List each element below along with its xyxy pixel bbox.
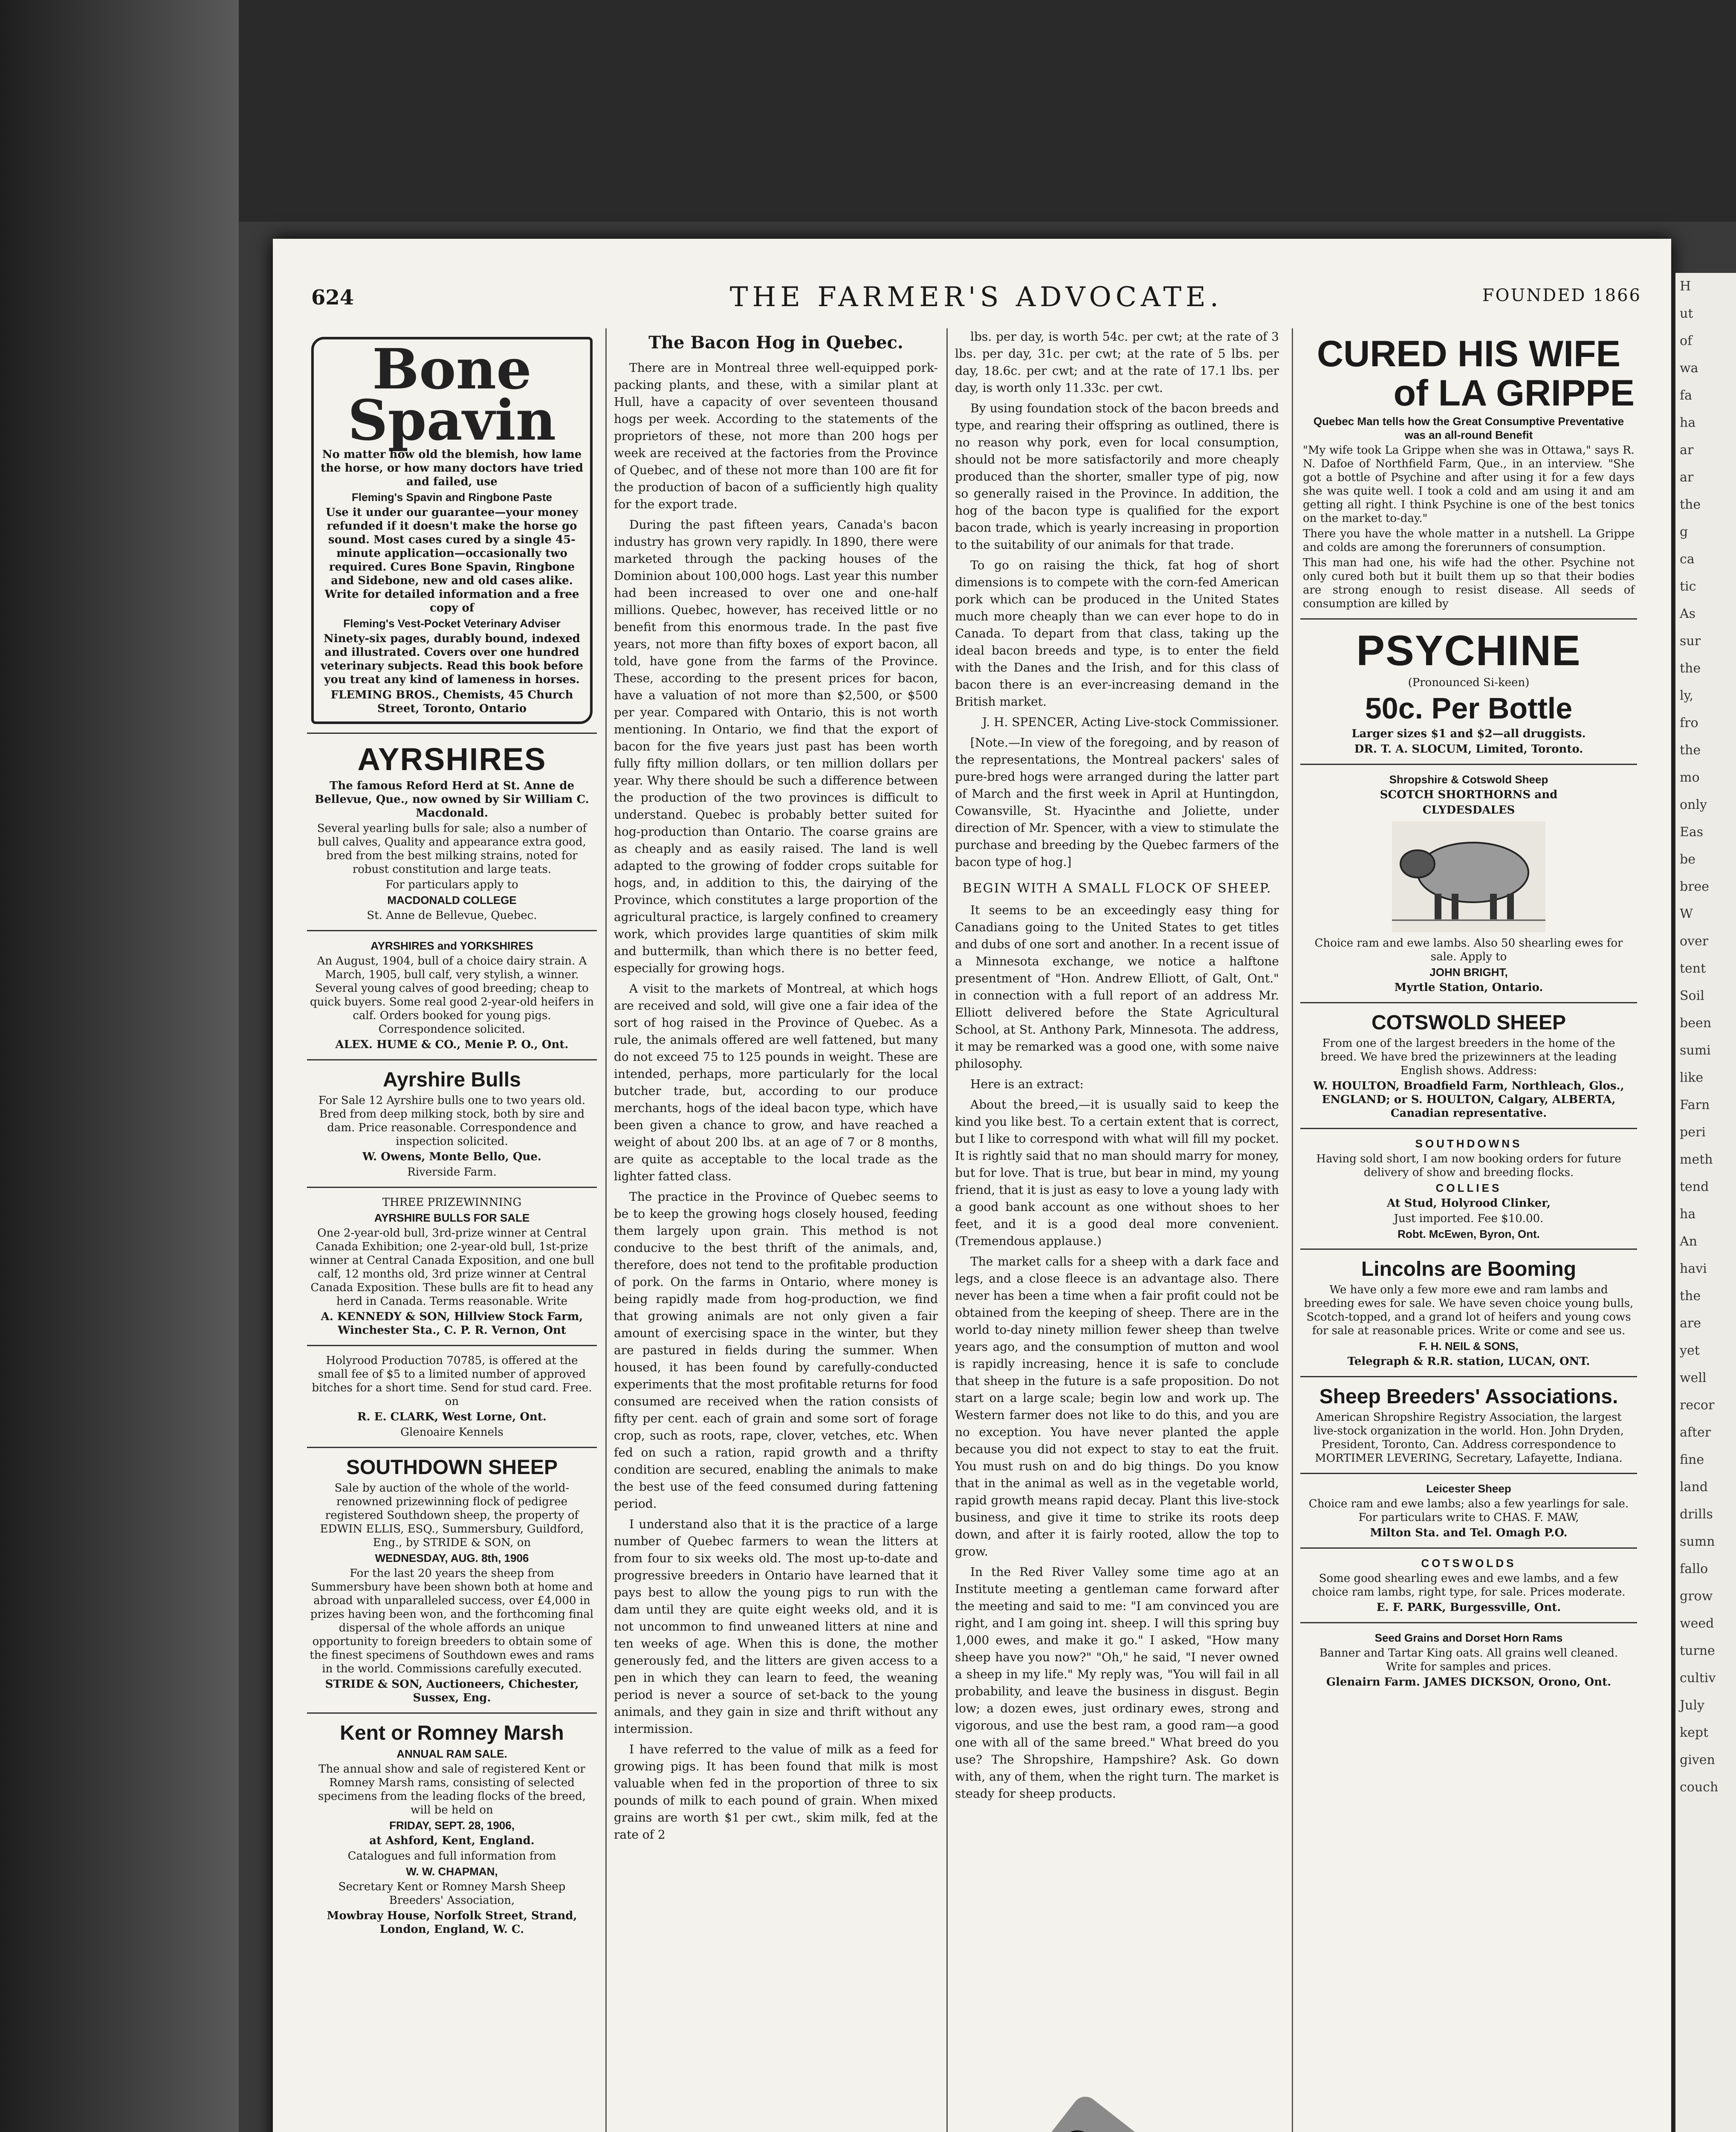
article-paragraph: I understand also that it is the practice of a large number of Quebec farmers to wean the litters at from four to six weeks old. The most up-to-date and progressive breeders in Ontario have learned that it pays best to allow the young pigs to run with the dam until they are quite eight weeks old, and it is not uncommon to find unweaned litters at nine and ten weeks of age. When this is done, the mother generously fed, and the litters are given access to a pen in which they can learn to feed, the weaning period is never a source of set-back to the young animals, and they gain in size and thrift without any intermission. [614, 1517, 938, 1736]
ad-title: Lincolns are Booming [1361, 1258, 1577, 1280]
ad-address: ALEX. HUME & CO., Menie P. O., Ont. [335, 1038, 569, 1051]
fragment-text: tic [1680, 579, 1696, 594]
founded-line: FOUNDED 1866 [1482, 286, 1641, 305]
adjacent-page-fragment [1675, 273, 1736, 2132]
fragment-text: the [1680, 661, 1701, 676]
article-paragraph: It seems to be an exceedingly easy thing for Canadians going to the United States to get titles and dubs of one sort and another. In a recent issue of a Minnesota exchange, we notice a halftone presentment of "Hon. Andrew Elliott, of Galt, Ont." in connection with a full report of an address Mr. Elliott delivered before the State Agricultural School, at St. Anthony Park, Minnesota. The address, it may be remarked was a good one, with some naive philosophy. [955, 903, 1279, 1071]
ad-text: Larger sizes $1 and $2—all druggists. [1351, 727, 1586, 740]
fragment-text: fa [1680, 388, 1692, 403]
fragment-text: H [1680, 279, 1691, 294]
ad-southdown-sheep [307, 1448, 597, 1714]
ad-text: For particulars apply to [385, 878, 518, 891]
ad-name: W. W. CHAPMAN, [406, 1865, 498, 1878]
fragment-text: weed [1680, 1616, 1714, 1631]
fragment-text: ha [1680, 415, 1696, 430]
article-paragraph: A visit to the markets of Montreal, at which hogs are received and sold, will give one a fair idea of the sort of hog raised in the Province of Quebec. As a rule, the animals offered are well fattened, but many do not exceed 75 to 125 pounds in weight. These are intended, perhaps, more particularly for the local butcher trade, but, according to our produce merchants, hogs of the ideal bacon type, which have been given a chance to grow, and have reached a weight of about 200 lbs. at an age of 7 or 8 months, are quite as acceptable to the local trade as the lighter fatted class. [614, 982, 938, 1183]
column-rule [605, 328, 607, 2132]
fragment-text: tend [1680, 1179, 1709, 1194]
ad-text: At Stud, Holyrood Clinker, [1386, 1197, 1551, 1210]
article-paragraph: By using foundation stock of the bacon breeds and type, and rearing their offspring as outlined, there is no reason why pork, even for local consumption, should not be more satisfactorily and more cheaply produced than the shorter, smaller type of pig, now so generally raised in the Province. In addition, the hog of the bacon type is qualified for the export bacon trade, which is yearly increasing in proportion to the suitability of our animals for that trade. [955, 401, 1279, 552]
ad-ayrshire-bulls [307, 1060, 597, 1188]
scan-background-left [0, 0, 239, 2132]
fragment-text: be [1680, 852, 1695, 867]
ad-text: The famous Reford Herd at St. Anne de Bellevue, Que., now owned by Sir William C. Macdonald. [315, 779, 589, 820]
ad-ayrshires-yorkshires [307, 931, 597, 1060]
ad-text: Ninety-six pages, durably bound, indexed and illustrated. Covers over one hundred veterinary subjects. Read this book before you treat any kind of lameness in horses. [321, 632, 583, 686]
fragment-text: fro [1680, 715, 1698, 730]
fragment-text: sumi [1680, 1043, 1711, 1058]
fragment-text: Soil [1680, 988, 1704, 1003]
fragment-text: Farn [1680, 1098, 1710, 1112]
ad-title: Bone [372, 336, 532, 402]
fragment-text: tent [1680, 961, 1706, 976]
fragment-text: yet [1680, 1343, 1700, 1358]
ad-address: Myrtle Station, Ontario. [1394, 981, 1543, 994]
fragment-text: turne [1680, 1643, 1715, 1658]
fragment-text: As [1680, 606, 1696, 621]
ad-text: For the last 20 years the sheep from Summersbury have been shown both at home and abroad with unparalleled success, over £4,000 in prizes having been won, and the forthcoming final dispersal of the whole affords an unique opportunity to foreign breeders to obtain some of the finest specimens of Southdown ewes and rams in the world. Commissions carefully executed. [310, 1567, 594, 1675]
ad-title: COLLIES [1435, 1182, 1502, 1194]
fragment-text: recor [1680, 1398, 1715, 1413]
article-paragraph: To go on raising the thick, fat hog of short dimensions is to compete with the corn-fed American pork which can be produced in the United States much more cheaply than we can ever hope to do in Canada. To depart from that class, taking up the ideal bacon breeds and type, is to enter the field with the Danes and the Irish, and for this class of bacon there is an ever-increasing demand in the British market. [955, 558, 1279, 709]
fragment-text: cultiv [1680, 1671, 1716, 1686]
ad-text: We have only a few more ewe and ram lambs and breeding ewes for sale. We have seven choice young bulls, Scotch-topped, and a grand lot of heifers and young cows for sale at reasonable prices. Write or come and see us. [1304, 1283, 1634, 1337]
ad-holyrood [307, 1346, 597, 1448]
newspaper-page [273, 239, 1671, 2132]
ad-ayrshires [307, 734, 597, 931]
ad-text: Several yearling bulls for sale; also a number of bull calves, Quality and appearance extra good, bred from the best milking strains, noted for robust constitution and large teats. [317, 822, 587, 876]
column-rule [1292, 328, 1293, 2132]
fragment-text: are [1680, 1316, 1701, 1331]
ad-text: Secretary Kent or Romney Marsh Sheep Breeders' Association, [338, 1880, 566, 1907]
fragment-text: ar [1680, 443, 1694, 458]
ad-text: One 2-year-old bull, 3rd-prize winner at Central Canada Exhibition; one 2-year-old bull, 1st-prize winner at Central Canada Exposition, and one bull calf, 12 months old, 3rd prize winner at Central Canada Exposition. These bulls are fit to head any herd in Canada. Terms reasonable. Write [310, 1227, 594, 1308]
ad-seed-grains [1300, 1623, 1637, 1697]
ad-bone-spavin [307, 328, 597, 734]
ad-text: Use it under our guarantee—your money refunded if it doesn't make the horse go sound. Most cases cured by a single 45-minute application—occasionally two required. Cures Bone Spavin, Ringbone and Sidebone, new and old cases alike. Write for detailed information and a free copy of [324, 506, 579, 614]
ad-address: St. Anne de Bellevue, Quebec. [367, 909, 537, 922]
fragment-text: July [1680, 1698, 1704, 1713]
article-paragraph: The market calls for a sheep with a dark face and legs, and a close fleece is an advantage also. There never has been a time when a fair profit could not be obtained from the keeping of sheep. There are in the world to-day ninety million fewer sheep than twelve years ago, and the consumption of mutton and wool is rapidly increasing, hence it is safe to conclude that sheep in the future is a safe proposition. Do not start on a large scale; begin low and work up. The Western farmer does not like to do this, and you are no exception. You have never planted the apple because you did not expect to stay to eat the fruit. You must rush on and do big things. Do you know that in the animal as well as in the vegetable world, rapid growth means rapid decay. Plant this live-stock business, and give it time to strike its roots deep down, and after it is fairly rooted, allow the top to grow. [955, 1254, 1279, 1558]
ad-title: AYRSHIRE BULLS FOR SALE [374, 1211, 530, 1224]
ad-price: 50c. Per Bottle [1365, 692, 1573, 725]
column-advertisements-left [307, 328, 597, 2132]
fragment-text: the [1680, 743, 1701, 758]
ad-place: at Ashford, Kent, England. [369, 1834, 535, 1847]
fragment-text: the [1680, 497, 1701, 512]
fragment-text: grow [1680, 1589, 1713, 1604]
ad-address: DR. T. A. SLOCUM, Limited, Toronto. [1354, 743, 1583, 756]
ad-address: W. Owens, Monte Bello, Que. [362, 1150, 541, 1163]
fragment-text: bree [1680, 879, 1710, 894]
fragment-text: ha [1680, 1207, 1696, 1222]
ad-title: Sheep Breeders' Associations. [1319, 1385, 1618, 1408]
page-number: 624 [311, 286, 354, 310]
fragment-text: after [1680, 1425, 1711, 1440]
ad-text: An August, 1904, bull of a choice dairy strain. A March, 1905, bull calf, very stylish, a winner. Several young calves of good breeding; cheap to quick buyers. Some real good 2-year-old heifers in calf. Orders booked for young pigs. Correspondence solicited. [310, 955, 594, 1036]
article-bacon-hog [614, 328, 938, 2132]
article-continued [955, 328, 1279, 2132]
fragment-text: the [1680, 1289, 1701, 1304]
masthead: THE FARMER'S ADVOCATE. [729, 281, 1223, 313]
page-header [311, 281, 1641, 320]
bone-spavin-box [311, 337, 593, 724]
ad-text: American Shropshire Registry Association, the largest live-stock organization in the world. Hon. John Dryden, President, Toronto, Can. Address correspondence to MORTIMER LEVERING, Secretary, Lafayette, Indiana. [1314, 1411, 1624, 1465]
ad-title: Spavin [347, 388, 556, 453]
article-paragraph: The practice in the Province of Quebec seems to be to keep the growing hogs closely housed, feeding them largely upon grain. This method is not conducive to the best thrift of the animals, and, therefore, does not tend to the profitable production of pork. On the farms in Ontario, where money is being rapidly made from hog-production, we find that growing animals are not only given a fair amount of exercising space in the winter, but they are pastured in fields during the summer. When housed, it has been found by carefully-conducted experiments that the most profitable returns for food consumed are received when the ration consists of fifty per cent. each of grain and some sort of forage crop, such as roots, rape, clover, vetches, etc. When fed on such a ration, rapid growth and a thrifty condition are secured, enabling the animals to make the best use of the feed consumed during fattening period. [614, 1190, 938, 1511]
article-paragraph: During the past fifteen years, Canada's bacon industry has grown very rapidly. In 1890, there were marketed through the packing houses of the Dominion about 100,000 hogs. Last year this number had been increased to over one and one-half millions. Quebec, however, has received little or no benefit from this enormous trade. In the past five years, not more than fifty boxes of export bacon, all told, have gone from the farms of the Province. These, according to the present prices for bacon, have a valuation of not more than $2,500, or $500 per year. Compared with Ontario, this is not worth mentioning. In Ontario, we find that the export of bacon for the five years just past has been worth fully fifty million dollars, or ten million dollars per year. Why there should be such a difference between the production of the two provinces is difficult to understand. Quebec is probably better suited for hog-production than Ontario. The coarse grains are as cheaply and as easily raised. The land is well adapted to the growing of fodder crops suitable for hogs, and, in addition to this, the dairying of the Province, which constitutes a large proportion of the agricultural practice, is largely confined to creamery work, which provides large quantities of skim milk and buttermilk, than which there is no better feed, especially for growing hogs. [614, 518, 938, 975]
fragment-text: ut [1680, 306, 1693, 321]
article-paragraph: lbs. per day, is worth 54c. per cwt; at the rate of 3 lbs. per day, 31c. per cwt; at the rate of 5 lbs. per day, 18.6c. per cwt; and at the rate of 17.1 lbs. per day, is worth only 11.33c. per cwt. [955, 330, 1279, 395]
ad-sheep-breeders [1300, 1377, 1637, 1474]
ad-name: JOHN BRIGHT, [1429, 966, 1508, 979]
ad-subtitle: SCOTCH SHORTHORNS and [1380, 788, 1558, 801]
ad-title: Seed Grains and Dorset Horn Rams [1374, 1631, 1563, 1644]
ad-address: Telegraph & R.R. station, LUCAN, ONT. [1347, 1355, 1590, 1368]
ad-address: Glenairn Farm. JAMES DICKSON, Orono, Ont. [1326, 1676, 1612, 1689]
ad-kent-romney [307, 1714, 597, 1944]
ad-book: Fleming's Vest-Pocket Veterinary Adviser [343, 617, 561, 630]
ad-text: Banner and Tartar King oats. All grains well cleaned. Write for samples and prices. [1319, 1647, 1618, 1673]
fragment-text: drills [1680, 1507, 1713, 1522]
fragment-text: mo [1680, 770, 1700, 785]
fragment-text: fine [1680, 1452, 1704, 1467]
ad-address: A. KENNEDY & SON, Hillview Stock Farm, Winchester Sta., C. P. R. Vernon, Ont [321, 1310, 583, 1337]
ad-name: MACDONALD COLLEGE [387, 894, 517, 907]
ad-psychine [1300, 620, 1637, 765]
article-subtitle: BEGIN WITH A SMALL FLOCK OF SHEEP. [962, 881, 1272, 896]
article-title: The Bacon Hog in Quebec. [648, 333, 903, 353]
ad-text: There you have the whole matter in a nutshell. La Grippe and colds are among the forerunners of consumption. [1303, 527, 1635, 554]
ad-title: AYRSHIRES [357, 742, 547, 777]
ad-title: Shropshire & Cotswold Sheep [1389, 773, 1548, 786]
article-paragraph: There are in Montreal three well-equipped pork-packing plants, and these, with a similar plant at Hull, have a capacity of over seventeen thousand hogs per week. According to the statements of the proprietors of these, not more than 200 hogs per week are received at the factories from the Province of Quebec, and of these not more than 100 are fit for the production of bacon of a sufficiently high quality for the export trade. [614, 361, 938, 511]
ad-name: E. F. PARK, Burgessville, Ont. [1376, 1601, 1561, 1614]
fragment-text: well [1680, 1370, 1707, 1385]
column-rule [946, 328, 948, 2132]
ad-cotswolds [1300, 1549, 1637, 1623]
ad-southdowns-collies [1300, 1129, 1637, 1250]
ad-title: Ayrshire Bulls [383, 1069, 521, 1091]
ad-title: COTSWOLD SHEEP [1371, 1011, 1566, 1034]
fragment-text: like [1680, 1070, 1704, 1085]
ad-subtitle: Quebec Man tells how the Great Consumptive Preventative was an all-round Benefit [1313, 415, 1624, 441]
ad-text: Some good shearling ewes and ewe lambs, and a few choice ram lambs, right type, for sale. Prices moderate. [1312, 1572, 1626, 1599]
ad-text: (Pronounced Si-keen) [1408, 676, 1530, 689]
fragment-text: havi [1680, 1261, 1707, 1276]
ad-kennels: Glenoaire Kennels [400, 1426, 503, 1439]
ad-cotswold-sheep [1300, 1003, 1637, 1129]
ad-subtitle: ANNUAL RAM SALE. [396, 1747, 507, 1760]
fragment-text: couch [1680, 1780, 1719, 1795]
ad-name: Robt. McEwen, Byron, Ont. [1397, 1228, 1540, 1240]
article-paragraph: Here is an extract: [970, 1077, 1084, 1091]
ad-subtitle: CLYDESDALES [1422, 804, 1515, 817]
ad-address: R. E. CLARK, West Lorne, Ont. [357, 1411, 547, 1423]
ad-text: Just imported. Fee $10.00. [1394, 1212, 1544, 1225]
fragment-text: ly, [1680, 688, 1694, 703]
ad-text: Holyrood Production 70785, is offered at the small fee of $5 to a limited number of approved bitches for a short time. Send for stud card. Free. on [312, 1354, 592, 1408]
fragment-text: g [1680, 524, 1688, 539]
ad-lincolns [1300, 1250, 1637, 1377]
ad-text: Choice ram and ewe lambs. Also 50 shearling ewes for sale. Apply to [1314, 937, 1623, 963]
ad-shropshire-cotswold [1300, 765, 1637, 1003]
fragment-text: ca [1680, 552, 1695, 567]
ad-address: Mowbray House, Norfolk Street, Strand, London, England, W. C. [327, 1909, 577, 1936]
ad-address: FLEMING BROS., Chemists, 45 Church Street, Toronto, Ontario [330, 689, 573, 715]
ad-address: Milton Sta. and Tel. Omagh P.O. [1370, 1527, 1568, 1539]
article-paragraph: About the breed,—it is usually said to keep the kind you like best. To a certain extent that is correct, but I like to correspond with what will fill my pocket. It is rightly said that no man should marry for money, but for love. That is true, but bear in mind, my young friend, that it is just as easy to love a young lady with a good bank account as one without shoes to her feet, and it is a good deal more convenient. (Tremendous applause.) [955, 1098, 1279, 1248]
ad-text: "My wife took La Grippe when she was in Ottawa," says R. N. Dafoe of Northfield Farm, Que., in an interview. "She got a bottle of Psychine and after using it for a few days she was quite well. I took a cold and am using it and am getting all right. I think Psychine is one of the best tonics on the market to-day." [1303, 444, 1635, 525]
ad-text: Choice ram and ewe lambs; also a few yearlings for sale. For particulars write to CHAS. F. MAW, [1308, 1498, 1629, 1524]
ad-text: From one of the largest breeders in the home of the breed. We have bred the prizewinners at the leading English shows. Address: [1320, 1037, 1617, 1077]
fragment-text: sumn [1680, 1534, 1715, 1549]
fragment-text: only [1680, 797, 1707, 812]
ad-prizewinning-bulls [307, 1188, 597, 1346]
ad-title: Leicester Sheep [1426, 1482, 1511, 1495]
fragment-text: over [1680, 934, 1709, 949]
ad-title: Kent or Romney Marsh [340, 1722, 564, 1744]
fragment-text: fallo [1680, 1561, 1708, 1576]
fragment-text: peri [1680, 1125, 1706, 1140]
article-paragraph: In the Red River Valley some time ago at an Institute meeting a gentleman came forward after the meeting and said to me: "I am convinced you are right, and I am going int. sheep. I will this spring buy 1,000 ewes, and make it go." I asked, "How many sheep have you now?" "Oh," he said, "I never owned a sheep in my life." My reply was, "You will fail in all probability, and leave the business in disgust. Begin low; a dozen ewes, just ordinary ewes, strong and vigorous, and use the best ram, a good ram—a good one with all of the same breed." What breed do you use? The Shropshire, Hampshire? Ask. Go down with, any of them, when the right turn. The market is steady for sheep products. [955, 1565, 1279, 1801]
fragment-text: An [1680, 1234, 1697, 1249]
ad-cured-la-grippe [1300, 328, 1637, 620]
column-advertisements-right [1300, 328, 1637, 2132]
ad-title: SOUTHDOWN SHEEP [346, 1456, 558, 1479]
fragment-text: been [1680, 1016, 1712, 1031]
article-note: [Note.—In view of the foregoing, and by reason of the representations, the Montreal packers' sales of pure-bred hogs were arranged during the latter part of March and the first week in April at Huntingdon, Cowansville, St. Hyacinthe and Joliette, under direction of Mr. Spencer, with a view to stimulate the purchase and breeding by the Quebec farmers of the bacon type of hog.] [955, 736, 1279, 869]
fragment-text: ar [1680, 470, 1694, 485]
fragment-text: of [1680, 333, 1693, 348]
ad-address: STRIDE & SON, Auctioneers, Chichester, Sussex, Eng. [325, 1678, 579, 1704]
ad-text: Having sold short, I am now booking orders for future delivery of show and breeding flocks. [1316, 1153, 1621, 1179]
article-signature: J. H. SPENCER, Acting Live-stock Commissioner. [982, 715, 1279, 729]
ad-date: WEDNESDAY, AUG. 8th, 1906 [375, 1552, 529, 1564]
ad-date: FRIDAY, SEPT. 28, 1906, [389, 1819, 515, 1832]
ad-text: Catalogues and full information from [347, 1850, 556, 1863]
sheep-illustration [1392, 821, 1545, 932]
ad-text: The annual show and sale of registered Kent or Romney Marsh rams, consisting of selected specimens from the leading flocks of the breed, will be held on [318, 1763, 586, 1816]
fragment-text: wa [1680, 361, 1698, 376]
ad-title: COTSWOLDS [1421, 1557, 1516, 1570]
ad-title: SOUTHDOWNS [1415, 1137, 1522, 1150]
ad-product: Fleming's Spavin and Ringbone Paste [352, 491, 552, 504]
scan-background-top [0, 0, 1736, 222]
ad-leicester [1300, 1474, 1637, 1549]
ad-kicker: THREE PRIZEWINNING [382, 1196, 522, 1209]
ad-address: W. HOULTON, Broadfield Farm, Northleach, Glos., ENGLAND; or S. HOULTON, Calgary, ALBERTA, Canadian representative. [1313, 1080, 1624, 1120]
fragment-text: meth [1680, 1152, 1713, 1167]
ad-title: PSYCHINE [1356, 627, 1581, 675]
ad-text: For Sale 12 Ayrshire bulls one to two years old. Bred from deep milking stock, both by sire and dam. Price reasonable. Correspondence and inspection solicited. [318, 1094, 586, 1148]
ad-name: F. H. NEIL & SONS, [1419, 1340, 1519, 1353]
fragment-text: Eas [1680, 825, 1704, 840]
ad-text: No matter how old the blemish, how lame the horse, or how many doctors have tried and failed, use [321, 448, 583, 488]
fragment-text: land [1680, 1480, 1708, 1495]
ad-text: Sale by auction of the whole of the world-renowned prizewinning flock of pedigree registered Southdown sheep, the property of EDWIN ELLIS, ESQ., Summersbury, Guildford, Eng., by STRIDE & SON, on [320, 1482, 584, 1549]
ad-title: AYRSHIRES and YORKSHIRES [370, 939, 533, 952]
fragment-text: kept [1680, 1725, 1709, 1740]
fragment-text: W [1680, 907, 1693, 921]
fragment-text: sur [1680, 634, 1701, 649]
article-paragraph: I have referred to the value of milk as a feed for growing pigs. It has been found that milk is most valuable when fed in the proportion of three to six pounds of milk to each pound of grain. When mixed grains are worth $1 per cwt., skim milk, fed at the rate of 2 [614, 1742, 938, 1842]
ad-farm: Riverside Farm. [407, 1166, 497, 1179]
ad-text: This man had one, his wife had the other. Psychine not only cured both but it built them up so that their bodies are strong enough to resist disease. All seeds of consumption are killed by [1303, 556, 1635, 610]
ad-title: CURED HIS WIFE [1317, 333, 1620, 374]
fragment-text: given [1680, 1753, 1715, 1767]
ad-title: of LA GRIPPE [1393, 373, 1635, 414]
